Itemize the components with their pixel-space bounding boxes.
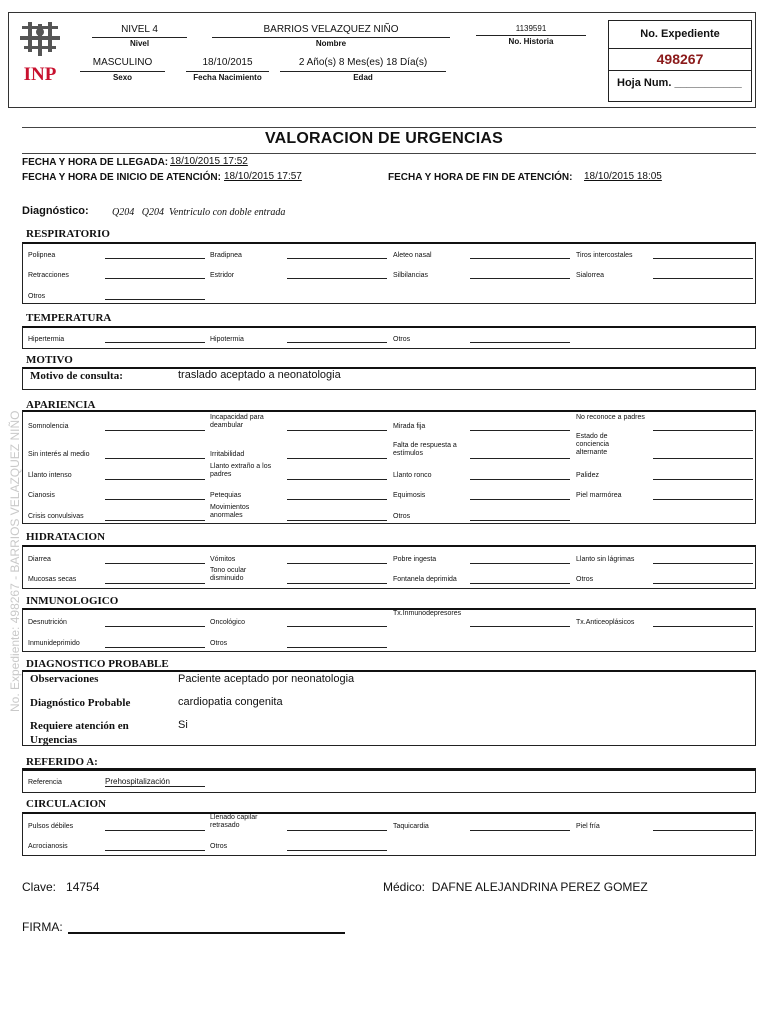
firma-line[interactable] [68, 932, 345, 934]
input-bradipnea[interactable] [287, 258, 387, 259]
field-llanto-sin-lagrimas: Llanto sin lágrimas [576, 556, 635, 563]
requiere-atencion-value: Si [178, 719, 188, 731]
input-no-reconoce-padres[interactable] [653, 430, 753, 431]
input-otros-temperatura[interactable] [470, 342, 570, 343]
input-sialorrea[interactable] [653, 278, 753, 279]
sexo-label: Sexo [80, 71, 165, 82]
field-hipotermia: Hipotermia [210, 336, 244, 343]
field-incapacidad-deambular: Incapacidad para deambular [210, 414, 264, 429]
field-falta-respuesta: Falta de respuesta a estímulos [393, 442, 457, 457]
field-movimientos-anormales: Movimientos anormales [210, 504, 250, 519]
diagnostico-value [112, 207, 285, 218]
watermark: No. Expediente: 498267 - BARRIOS VELAZQUEZ NIÑO [8, 410, 22, 712]
input-tx-anticeoplasicos[interactable] [653, 626, 753, 627]
expediente-box [608, 20, 752, 102]
field-taquicardia: Taquicardia [393, 823, 429, 830]
input-pobre-ingesta[interactable] [470, 563, 570, 564]
field-estado-conciencia: Estado de conciencia alternante [576, 433, 610, 456]
referencia-value[interactable]: Prehospitalización [105, 777, 205, 787]
field-polipnea: Polipnea [28, 252, 56, 259]
input-llenado-capilar[interactable] [287, 830, 387, 831]
observaciones-value: Paciente aceptado por neonatologia [178, 673, 355, 685]
requiere-atencion-label: Requiere atención en Urgencias [30, 720, 129, 746]
input-diarrea[interactable] [105, 563, 205, 564]
input-otros-respiratorio[interactable] [105, 299, 205, 300]
observaciones-label: Observaciones [30, 673, 99, 685]
field-oncologico: Oncológico [210, 619, 246, 626]
field-tx-inmunodepresores: Tx.Inmunodepresores [393, 610, 462, 617]
expediente-number: 498267 [609, 48, 751, 67]
input-palidez[interactable] [653, 479, 753, 480]
field-crisis-convulsivas: Crisis convulsivas [28, 513, 84, 520]
field-llenado-capilar: Llenado capilar retrasado [210, 814, 258, 829]
field-otros-inmunologico: Otros [210, 640, 228, 647]
input-llanto-intenso[interactable] [105, 479, 205, 480]
motivo-label: Motivo de consulta: [30, 370, 123, 382]
diagnostico-text: Ventriculo con doble entrada [168, 207, 286, 218]
section-respiratorio: RESPIRATORIO [26, 228, 110, 240]
input-llanto-ronco[interactable] [470, 479, 570, 480]
edad-value: 2 Año(s) 8 Mes(es) 18 Día(s) [298, 57, 428, 68]
input-silbilancias[interactable] [470, 278, 570, 279]
inp-logo [18, 22, 62, 85]
temperatura-box [22, 326, 756, 349]
input-movimientos-anormales[interactable] [287, 520, 387, 521]
field-diarrea: Diarrea [28, 556, 51, 563]
input-estado-conciencia[interactable] [653, 458, 753, 459]
edad-label: Edad [280, 71, 446, 82]
input-hipertermia[interactable] [105, 342, 205, 343]
input-vomitos[interactable] [287, 563, 387, 564]
input-oncologico[interactable] [287, 626, 387, 627]
nivel-label: Nivel [92, 37, 187, 48]
input-piel-marmorea[interactable] [653, 499, 753, 500]
input-irritabilidad[interactable] [287, 458, 387, 459]
title-rule-top [22, 127, 756, 128]
page-title: VALORACION DE URGENCIAS [264, 130, 504, 147]
clave-value: 14754 [66, 880, 100, 894]
field-hipertermia: Hipertermia [28, 336, 65, 343]
medico-value: DAFNE ALEJANDRINA PEREZ GOMEZ [431, 880, 648, 894]
inp-emblem-icon [18, 22, 62, 58]
input-piel-fria[interactable] [653, 830, 753, 831]
field-petequias: Petequias [210, 492, 242, 499]
section-diagnostico-probable: DIAGNOSTICO PROBABLE [26, 658, 169, 670]
section-referido: REFERIDO A: [26, 756, 98, 768]
fecha-nacimiento-label: Fecha Nacimiento [186, 71, 269, 82]
input-desnutricion[interactable] [105, 626, 205, 627]
llegada-label: FECHA Y HORA DE LLEGADA: [22, 157, 169, 168]
expediente-label: No. Expediente [640, 28, 720, 40]
section-inmunologico: INMUNOLOGICO [26, 595, 119, 607]
title-rule-bottom [22, 153, 756, 154]
field-piel-fria: Piel fría [576, 823, 600, 830]
medico [383, 880, 648, 894]
field-silbilancias: Silbilancias [393, 272, 429, 279]
fin-label: FECHA Y HORA DE FIN DE ATENCIÓN: [388, 172, 573, 183]
inicio-value: 18/10/2015 17:57 [224, 171, 302, 182]
input-fontanela-deprimida[interactable] [470, 583, 570, 584]
input-cianosis[interactable] [105, 499, 205, 500]
input-mirada-fija[interactable] [470, 430, 570, 431]
field-otros-respiratorio: Otros [28, 293, 46, 300]
field-tiros-intercostales: Tiros intercostales [576, 252, 633, 259]
clave-label: Clave: [22, 880, 57, 894]
field-mucosas-secas: Mucosas secas [28, 576, 77, 583]
input-otros-hidratacion[interactable] [653, 583, 753, 584]
section-motivo: MOTIVO [26, 354, 73, 366]
motivo-value: traslado aceptado a neonatologia [178, 369, 341, 381]
input-falta-respuesta[interactable] [470, 458, 570, 459]
input-aleteo-nasal[interactable] [470, 258, 570, 259]
field-irritabilidad: Irritabilidad [210, 451, 245, 458]
input-otros-inmunologico[interactable] [287, 647, 387, 648]
input-petequias[interactable] [287, 499, 387, 500]
field-referencia: Referencia [28, 779, 62, 786]
input-incapacidad-deambular[interactable] [287, 430, 387, 431]
section-circulacion: CIRCULACION [26, 798, 107, 810]
field-llanto-extrano: Llanto extraño a los padres [210, 463, 272, 478]
field-estridor: Estridor [210, 272, 235, 279]
diagnostico-code-1: Q204 [112, 207, 135, 218]
input-taquicardia[interactable] [470, 830, 570, 831]
inicio-label: FECHA Y HORA DE INICIO DE ATENCIÓN: [22, 172, 221, 183]
field-cianosis: Cianosis [28, 492, 55, 499]
field-otros-temperatura: Otros [393, 336, 411, 343]
firma-label: FIRMA: [22, 920, 63, 934]
historia-value: 1139591 [515, 24, 547, 33]
field-otros-hidratacion: Otros [576, 576, 594, 583]
sexo-value: MASCULINO [92, 57, 153, 68]
field-tono-ocular: Tono ocular disminuido [210, 567, 247, 582]
input-somnolencia[interactable] [105, 430, 205, 431]
input-llanto-sin-lagrimas[interactable] [653, 563, 753, 564]
hoja-num: Hoja Num. ___________ [617, 77, 742, 89]
field-palidez: Palidez [576, 472, 599, 479]
diagnostico-label: Diagnóstico: [22, 205, 89, 217]
field-piel-marmorea: Piel marmórea [576, 492, 622, 499]
input-hipotermia[interactable] [287, 342, 387, 343]
input-llanto-extrano[interactable] [287, 479, 387, 480]
diagnostico-probable-value: cardiopatia congenita [178, 696, 283, 708]
field-bradipnea: Bradipnea [210, 252, 242, 259]
input-otros-circulacion[interactable] [287, 850, 387, 851]
diagnostico-code-2: Q204 [141, 207, 164, 218]
field-aleteo-nasal: Aleteo nasal [393, 252, 432, 259]
apariencia-box [22, 410, 756, 524]
inmunologico-box [22, 608, 756, 652]
logo-text: INP [23, 64, 57, 85]
field-no-reconoce-padres: No reconoce a padres [576, 414, 645, 421]
nombre-value: BARRIOS VELAZQUEZ NIÑO [263, 24, 399, 35]
historia-label: No. Historia [476, 35, 586, 46]
input-retracciones[interactable] [105, 278, 205, 279]
field-llanto-intenso: Llanto intenso [28, 472, 72, 479]
input-tx-inmunodepresores[interactable] [470, 626, 570, 627]
nivel-value: NIVEL 4 [121, 24, 158, 35]
input-tono-ocular[interactable] [287, 583, 387, 584]
input-sin-interes[interactable] [105, 458, 205, 459]
input-tiros-intercostales[interactable] [653, 258, 753, 259]
field-retracciones: Retracciones [28, 272, 69, 279]
input-equimosis[interactable] [470, 499, 570, 500]
medico-label: Médico: [383, 880, 426, 894]
input-crisis-convulsivas[interactable] [105, 520, 205, 521]
field-equimosis: Equimosis [393, 492, 426, 499]
field-acrocianosis: Acrocianosis [28, 843, 68, 850]
expediente-divider [608, 70, 752, 71]
field-llanto-ronco: Llanto ronco [393, 472, 432, 479]
field-otros-apariencia: Otros [393, 513, 411, 520]
respiratorio-box [22, 242, 756, 304]
clave [22, 880, 99, 894]
section-apariencia: APARIENCIA [26, 399, 96, 411]
input-inmunideprimido[interactable] [105, 647, 205, 648]
field-tx-anticeoplasicos: Tx.Anticeoplásicos [576, 619, 635, 626]
motivo-box [22, 367, 756, 390]
field-mirada-fija: Mirada fija [393, 423, 426, 430]
field-pulsos-debiles: Pulsos débiles [28, 823, 74, 830]
input-mucosas-secas[interactable] [105, 583, 205, 584]
field-desnutricion: Desnutrición [28, 619, 67, 626]
field-sialorrea: Sialorrea [576, 272, 605, 279]
diagnostico-probable-label: Diagnóstico Probable [30, 697, 131, 709]
field-vomitos: Vómitos [210, 556, 236, 563]
fin-value: 18/10/2015 18:05 [584, 171, 662, 182]
field-inmunideprimido: Inmunideprimido [28, 640, 80, 647]
input-acrocianosis[interactable] [105, 850, 205, 851]
input-estridor[interactable] [287, 278, 387, 279]
section-temperatura: TEMPERATURA [26, 312, 112, 324]
input-polipnea[interactable] [105, 258, 205, 259]
field-otros-circulacion: Otros [210, 843, 228, 850]
section-hidratacion: HIDRATACION [26, 531, 106, 543]
nombre-label: Nombre [212, 37, 450, 48]
input-pulsos-debiles[interactable] [105, 830, 205, 831]
input-otros-apariencia[interactable] [470, 520, 570, 521]
field-somnolencia: Somnolencia [28, 423, 69, 430]
fecha-nacimiento-value: 18/10/2015 [202, 57, 253, 68]
field-pobre-ingesta: Pobre ingesta [393, 556, 437, 563]
llegada-value: 18/10/2015 17:52 [170, 156, 248, 167]
field-sin-interes: Sin interés al medio [28, 451, 90, 458]
field-fontanela-deprimida: Fontanela deprimida [393, 576, 457, 583]
